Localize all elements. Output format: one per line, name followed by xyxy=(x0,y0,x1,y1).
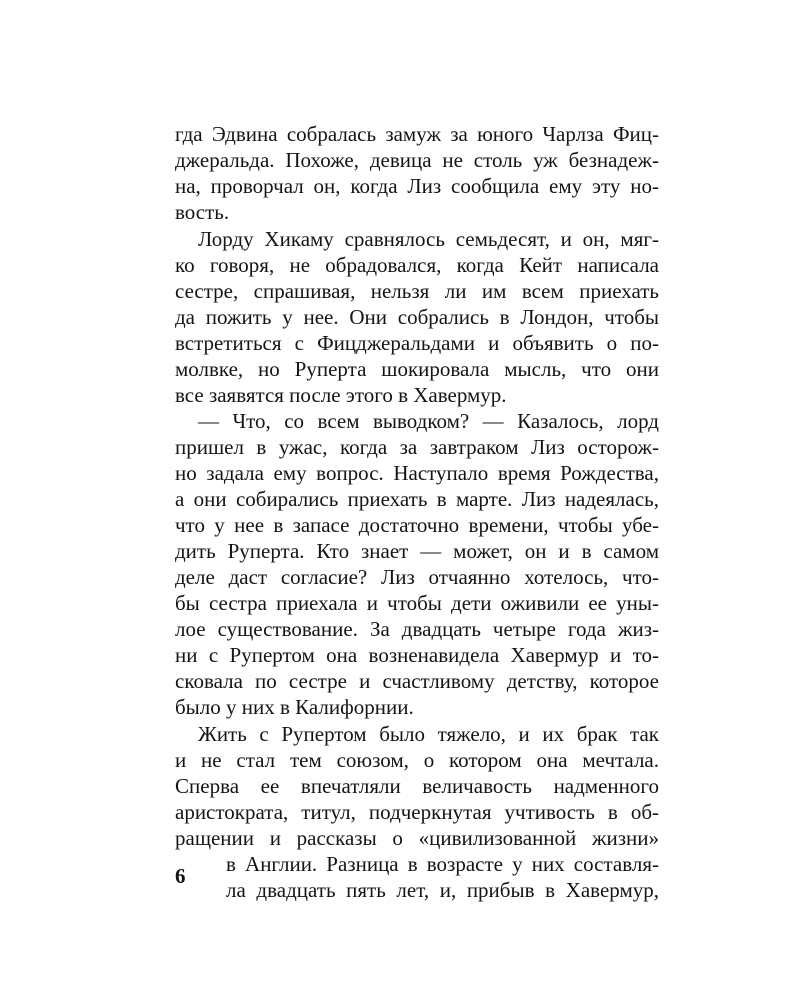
text-line: а они собирались приехать в марте. Лиз надеялась, xyxy=(175,487,659,511)
text-line: ла двадцать пять лет, и, прибыв в Хавермур, xyxy=(226,878,659,902)
page-number: 6 xyxy=(175,864,186,888)
text-line: молвке, но Руперта шокировала мысль, что они xyxy=(175,357,659,381)
text-line: деле даст согласие? Лиз отчаянно хотелось, что- xyxy=(175,565,659,589)
text-line: лое существование. За двадцать четыре года жиз- xyxy=(175,617,659,641)
text-line: в Англии. Разница в возрасте у них составля- xyxy=(226,852,659,876)
text-line: на, проворчал он, когда Лиз сообщила ему эту но- xyxy=(175,174,659,198)
text-line: аристократа, титул, подчеркнутая учтивость в об- xyxy=(175,800,659,824)
text-line: и не стал тем союзом, о котором она мечтала. xyxy=(175,748,659,772)
text-line: ращении и рассказы о «цивилизованной жизни» xyxy=(175,826,659,850)
text-line: встретиться с Фицджеральдами и объявить о по- xyxy=(175,331,659,355)
text-line: да пожить у нее. Они собрались в Лондон, чтобы xyxy=(175,305,659,329)
text-line: джеральда. Похоже, девица не столь уж безнадеж- xyxy=(175,148,659,172)
text-line: все заявятся после этого в Хавермур. xyxy=(175,383,507,407)
text-line: дить Руперта. Кто знает — может, он и в самом xyxy=(175,539,659,563)
text-line: Жить с Рупертом было тяжело, и их брак так xyxy=(198,722,659,746)
text-line: — Что, со всем выводком? — Казалось, лорд xyxy=(198,409,659,433)
text-line: что у нее в запасе достаточно времени, чтобы убе- xyxy=(175,513,659,537)
text-line: сестре, спрашивая, нельзя ли им всем приехать xyxy=(175,279,659,303)
text-line: гда Эдвина собралась замуж за юного Чарлза Фиц- xyxy=(175,122,659,146)
text-line: Лорду Хикаму сравнялось семьдесят, и он, мяг- xyxy=(198,227,659,251)
text-line: было у них в Калифорнии. xyxy=(175,695,414,719)
text-line: Сперва ее впечатляли величавость надменного xyxy=(175,774,659,798)
text-line: ко говоря, не обрадовался, когда Кейт написала xyxy=(175,253,659,277)
text-line: сковала по сестре и счастливому детству, которое xyxy=(175,669,659,693)
text-line: бы сестра приехала и чтобы дети оживили ее уны- xyxy=(175,591,659,615)
text-line: но задала ему вопрос. Наступало время Рождества, xyxy=(175,461,659,485)
text-line: ни с Рупертом она возненавидела Хавермур и то- xyxy=(175,643,659,667)
text-line: пришел в ужас, когда за завтраком Лиз осторож- xyxy=(175,435,659,459)
text-line: вость. xyxy=(175,200,230,224)
